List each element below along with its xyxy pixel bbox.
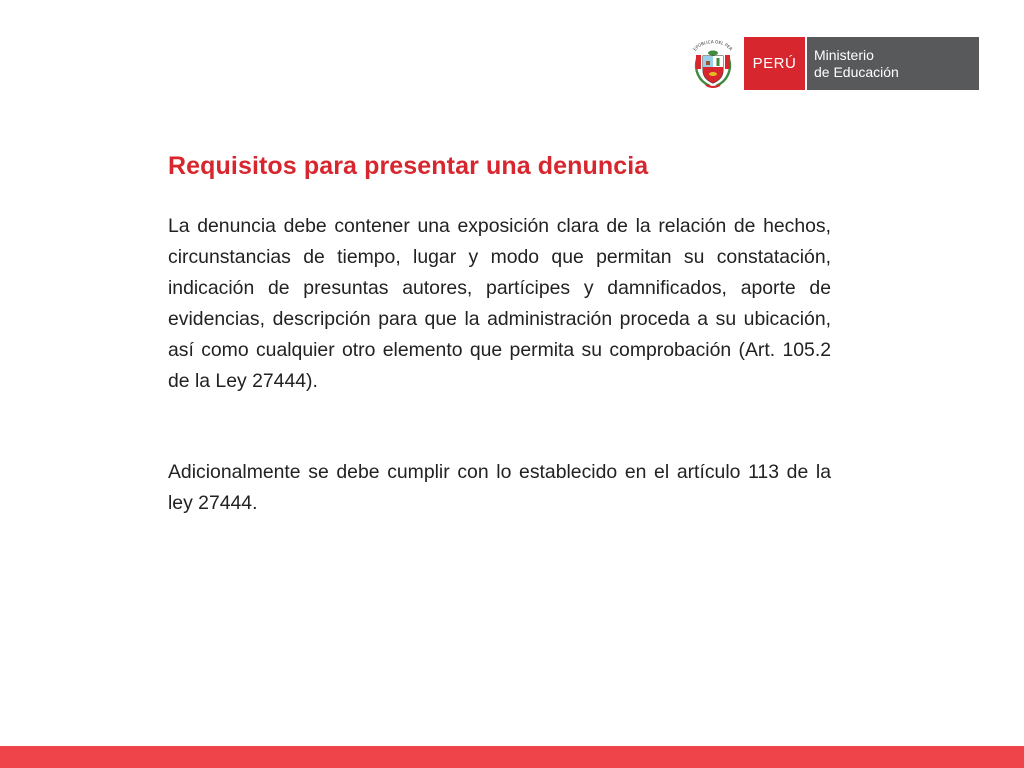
ministry-label [807, 37, 979, 90]
requirements-paragraph: La denuncia debe contener una exposición clara de la relación de hechos, circunstancias de tiempo, lugar y modo que permitan su constatación, indicación de presuntas autores, partícipes y damnificados, aporte de evidencias, descripción para que la administración proceda a su ubicación, así como cualquier otro elemento que permita su comprobación (Art. 105.2 de la Ley 27444). [168, 215, 831, 392]
additional-paragraph: Adicionalmente se debe cumplir con lo establecido en el artículo 113 de la ley 27444. [168, 461, 831, 514]
footer-bar [0, 746, 1024, 768]
coat-of-arms-caption: EPÚBLICA DEL PER [692, 39, 734, 52]
peru-text: PERÚ [752, 55, 797, 72]
slide-title: Requisitos para presentar una denuncia [168, 152, 649, 180]
ministry-brand-logo [690, 37, 979, 90]
ministry-line-1: Ministerio [814, 46, 874, 63]
svg-text:REPÚBLICA DEL PERÚ [690, 37, 734, 52]
coat-of-arms-icon [690, 37, 736, 90]
peru-label [744, 37, 805, 90]
ministry-line-2: de Educación [814, 63, 899, 80]
